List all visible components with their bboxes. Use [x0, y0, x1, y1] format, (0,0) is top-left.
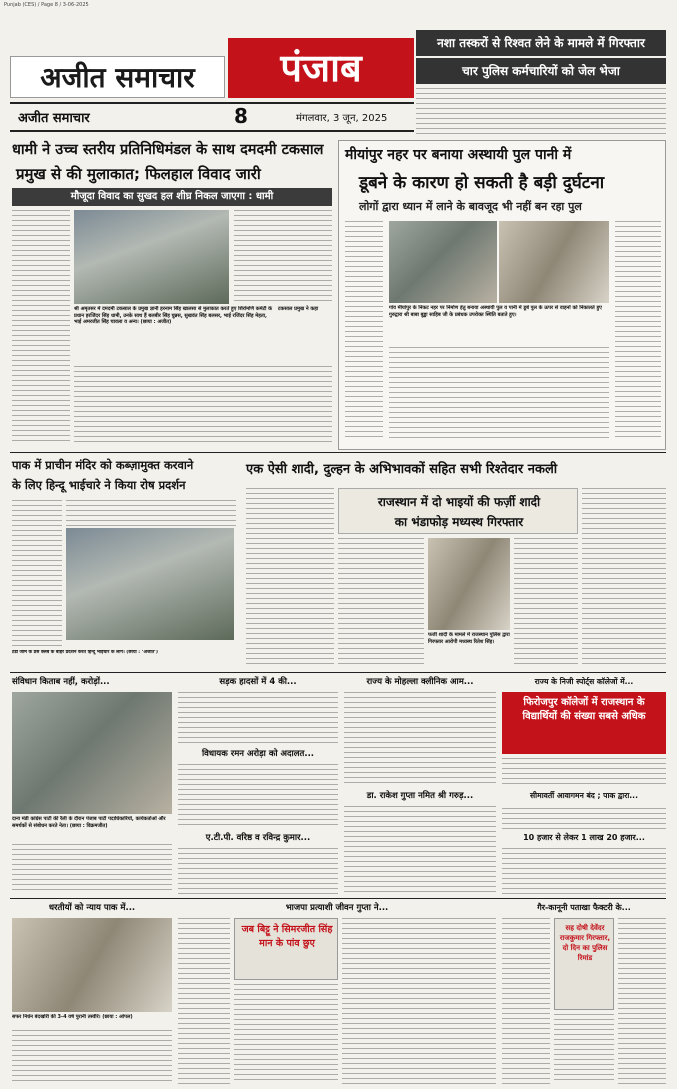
- dhartiyon-photo: [12, 918, 172, 1012]
- bridge-body-right: [615, 221, 661, 441]
- bhajpa-body-right: [342, 918, 496, 1084]
- bhajpa-body-mid: [234, 984, 338, 1084]
- gupta-body: [344, 806, 496, 896]
- masthead-rule: [10, 102, 414, 104]
- bridge-body-left: [345, 221, 383, 441]
- top-story-headline-1: नशा तस्करों से रिश्वत लेने के मामले में गिरफ्तार: [416, 30, 666, 56]
- bittu-box: [234, 918, 338, 980]
- dhami-body-bottom: [74, 366, 332, 442]
- fees-box: [502, 692, 666, 754]
- dhami-body-left: [12, 210, 70, 442]
- section-title: पंजाब: [228, 38, 414, 98]
- brief-colleges: [502, 676, 666, 786]
- dhami-headline-1: धामी ने उच्च स्तरीय प्रतिनिधिमंडल के साथ दमदमी टकसाल: [12, 142, 324, 158]
- rajkumar-box: [554, 918, 614, 1010]
- dhami-photo: [74, 210, 229, 304]
- bridge-headline-1: मीयांपुर नहर पर बनाया अस्थायी पुल पानी में: [345, 147, 572, 163]
- dhartiyon-body: [12, 1030, 172, 1084]
- top-strip: Punjab (CES) / Page 8 / 3-06-2025: [4, 2, 89, 8]
- divider-1: [10, 452, 666, 453]
- dhami-body-right: [234, 210, 332, 304]
- sadak-body: [178, 692, 338, 746]
- masthead-rule-bottom: [10, 130, 414, 132]
- divider-3: [10, 898, 666, 899]
- brief-lakh: [502, 808, 666, 896]
- ilegal-body-right: [618, 918, 666, 1084]
- page-number: 8: [234, 104, 248, 128]
- rajasthan-box: [338, 488, 578, 534]
- dhami-headline-2: प्रमुख से की मुलाकात; फिलहाल विवाद जारी: [16, 165, 261, 183]
- top-story-headline-2: चार पुलिस कर्मचारियों को जेल भेजा: [416, 58, 666, 84]
- bhajpa-head: भाजपा प्रत्याशी जीवन गुप्ता ने...: [285, 903, 389, 913]
- sadak-head: सड़क हादसों में 4 की...: [219, 677, 297, 687]
- divider-2: [10, 672, 666, 673]
- fees-box-text: फिरोजपुर कॉलेजों में राजस्थान के विद्यार्थियों की संख्या सबसे अधिक: [522, 697, 646, 722]
- simavarti-head: सीमावर्ती आवागमन बंद ; पाक द्वारा...: [530, 791, 638, 800]
- story-marriage: [246, 456, 666, 668]
- brief-samvidhan: [12, 676, 172, 896]
- bridge-strap: लोगों द्वारा ध्यान में लाने के बावजूद भी नहीं बन रहा पुल: [359, 200, 582, 213]
- samvidhan-photo-caption: दाना मंडी कांग्रेस पार्टी की रैली के दौरान पंजाब पार्टी पदाधिकारियों, कार्यकर्ताओं और समर्थकों से संबोधन करते नेता। (छाया : विक्रमजीत): [12, 816, 166, 829]
- dhami-strap: मौजूदा विवाद का सुखद हल शीघ्र निकल जाएगा : धामी: [12, 188, 332, 206]
- marriage-photo-caption: फर्जी शादी के मामले में राजस्थान पुलिस द्वारा गिरफ्तार आरोपी मध्यस्थ रितेश सिंह।: [428, 632, 510, 645]
- brief-vidhayak: [178, 748, 338, 828]
- marriage-body-far-right: [582, 488, 666, 666]
- story-temple: [12, 456, 238, 668]
- clinic-body: [344, 692, 496, 786]
- top-story-body: [416, 88, 666, 136]
- bridge-headline-2: डूबने के कारण हो सकती है बड़ी दुर्घटना: [359, 173, 605, 193]
- story-dhami: [12, 140, 332, 450]
- marriage-photo: [428, 538, 510, 630]
- bridge-body-bottom: [389, 347, 609, 441]
- lakh-body: [502, 848, 666, 896]
- ilegal-body-left: [502, 918, 550, 1084]
- marriage-headline: एक ऐसी शादी, दुल्हन के अभिभावकों सहित सभी रिश्तेदार नकली: [246, 462, 558, 477]
- temple-body-left: [12, 500, 62, 650]
- dhartiyon-photo-caption: सफर निर्धन बंदखोरी की 3-4 वर्ष पुरानी तस्वीरें। (छाया : ओपल): [12, 1014, 133, 1020]
- lakh-head: 10 हजार से लेकर 1 लाख 20 हजार...: [523, 833, 645, 842]
- brief-ilegal: [502, 902, 666, 1084]
- bridge-photo-1: [389, 221, 497, 303]
- marriage-body-mid: [338, 538, 424, 666]
- sti-body: [178, 848, 338, 896]
- top-story: [416, 28, 666, 138]
- colleges-body: [502, 758, 666, 786]
- rajasthan-headline-2: का भंडाफोड़ मध्यस्थ गिरफ्तार: [394, 515, 524, 529]
- sub-name: अजीत समाचार: [18, 111, 90, 126]
- issue-date: मंगलवार, 3 जून, 2025: [296, 113, 388, 124]
- marriage-body-right: [514, 538, 578, 666]
- brief-dhartiyon: [12, 902, 172, 1084]
- temple-photo: [66, 528, 234, 640]
- samvidhan-photo: [12, 692, 172, 814]
- simavarti-body: [502, 808, 666, 830]
- bittu-box-text: जब बिट्टू ने सिमरजीत सिंह मान के पांव छुए: [241, 924, 333, 949]
- brief-sti: [178, 832, 338, 896]
- brief-bhajpa: [178, 902, 496, 1084]
- story-bridge: [338, 140, 666, 450]
- samvidhan-head: संविधान किताब नहीं, करोड़ों...: [12, 677, 110, 687]
- masthead: [10, 38, 414, 134]
- ilegal-body-mid: [554, 1014, 614, 1084]
- paper-name: अजीत समाचार: [10, 56, 225, 98]
- bhajpa-body-left: [178, 918, 230, 1084]
- vidhayak-body: [178, 764, 338, 828]
- rajasthan-headline-1: राजस्थान में दो भाइयों की फर्ज़ी शादी: [377, 495, 541, 509]
- colleges-head: राज्य के निजी स्पोर्ट्स कॉलेजों में...: [534, 677, 634, 686]
- temple-headline-2: के लिए हिन्दू भाईचारे ने किया रोष प्रदर्शन: [12, 478, 186, 492]
- temple-photo-caption: टंडो जाम के प्रेस क्लब के बाहर प्रदर्शन करते हिन्दू भाईचारे के लोग। (छाया : ‘अजीत’): [12, 650, 159, 655]
- gupta-head: डा. राकेश गुप्ता नमित श्री गरुड़...: [366, 791, 474, 801]
- brief-gupta: [344, 790, 496, 896]
- brief-sadak: [178, 676, 338, 746]
- temple-headline-1: पाक में प्राचीन मंदिर को कब्ज़ामुक्त करवाने: [12, 458, 194, 472]
- rajkumar-box-text: सह दोषी देवेंदर राजकुमार गिरफ्तार, दो दिन का पुलिस रिमांड: [559, 924, 611, 962]
- bridge-photo-2: [499, 221, 609, 303]
- dhami-photo-caption: श्री अमृतसर में दमदमी टकसाल के प्रमुख ज्ञानी हरनाम सिंह खालसा से मुलाकात करते हुए शिरोमणि कमेटी के प्रधान हरजिंदर सिंह धामी, उनके साथ हैं बलबीर सिंह घुन्नस, सुखवंत सिंह बलसर, भाई रजिंदर सिंह मेहता, भाई अमरजीत सिंह चावला व अन्य। (छाया : अजीत): [74, 306, 273, 325]
- vidhayak-head: विधायक रमन अरोड़ा को अदालत...: [201, 749, 315, 759]
- samvidhan-body: [12, 844, 172, 894]
- ilegal-head: गैर-कानूनी पताखा फैक्टरी के...: [537, 903, 631, 912]
- brief-clinic: [344, 676, 496, 786]
- sti-head: ए.टी.पी. वरिष्ठ व रविन्द्र कुमार...: [205, 833, 311, 843]
- bridge-photo-caption: गांव मीयांपुर के निकट नहर पर निर्माण हेतु बनाया अस्थायी पुल व पानी में डूबे पुल के ऊपर से वाहनों को निकालते हुए गुरुद्वारा श्री बाबा बुड्ढा साहिब जी के प्रबंधक उपरोक्त स्थिति बताते हुए।: [389, 305, 602, 318]
- temple-body-mid: [66, 500, 236, 526]
- dhartiyon-head: धरतीयों को न्याय पाक में...: [48, 903, 136, 913]
- dhami-subhead: टकसाल प्रमुख ने कहा: [278, 306, 319, 312]
- marriage-body-left: [246, 488, 334, 666]
- clinic-head: राज्य के मोहल्ला क्लीनिक आम...: [366, 677, 474, 687]
